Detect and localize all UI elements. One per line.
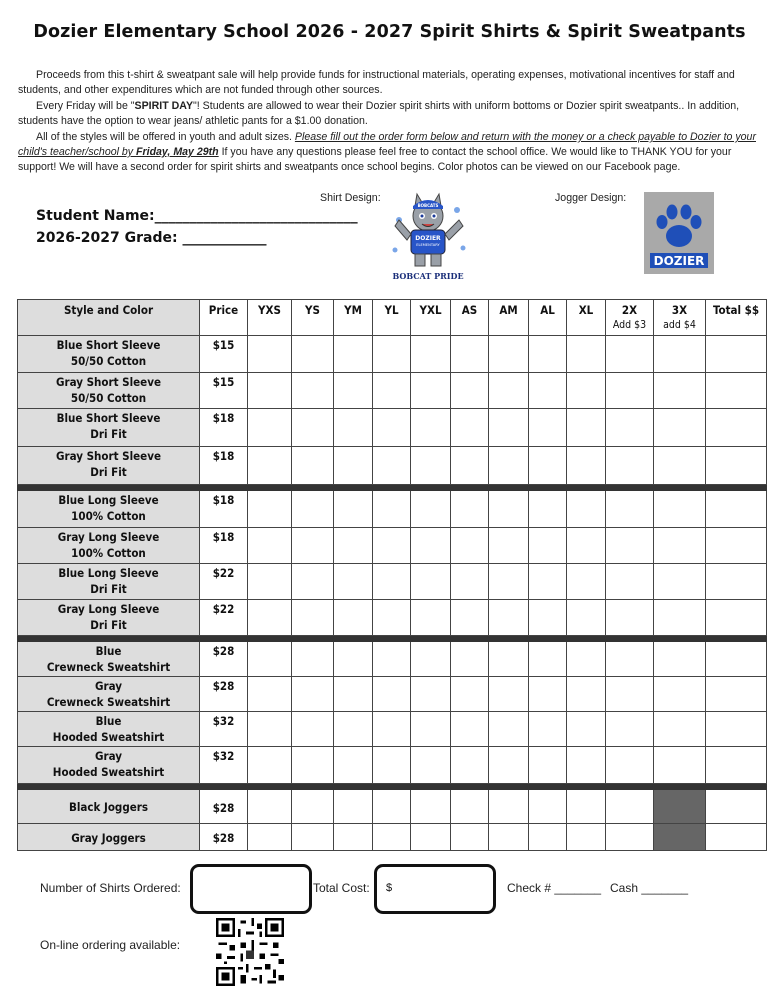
quantity-cell[interactable]	[292, 409, 334, 447]
p3-text-a: All of the styles will be offered in youth and adult sizes.	[36, 131, 295, 143]
total-cell[interactable]	[706, 747, 767, 784]
table-row	[18, 564, 767, 600]
quantity-cell[interactable]	[292, 491, 334, 528]
quantity-cell[interactable]	[654, 491, 706, 528]
quantity-cell[interactable]	[451, 447, 489, 485]
quantity-cell[interactable]	[606, 642, 654, 677]
quantity-cell[interactable]	[373, 600, 411, 636]
style-line-1: Gray Short Sleeve	[56, 449, 161, 463]
quantity-cell[interactable]	[248, 409, 292, 447]
quantity-cell[interactable]	[567, 528, 606, 564]
quantity-cell[interactable]	[373, 824, 411, 851]
table-header-row	[18, 300, 767, 336]
quantity-cell[interactable]	[489, 747, 529, 784]
style-line-1: Gray	[95, 679, 122, 693]
quantity-cell[interactable]	[654, 747, 706, 784]
p2-text-a: Every Friday will be "	[36, 100, 135, 112]
quantity-cell[interactable]	[529, 790, 567, 824]
quantity-cell[interactable]	[529, 824, 567, 851]
style-line-1: Gray Long Sleeve	[57, 530, 160, 544]
2x-header	[606, 300, 654, 336]
quantity-cell[interactable]	[606, 790, 654, 824]
quantity-cell[interactable]	[373, 336, 411, 373]
quantity-cell[interactable]	[451, 600, 489, 636]
quantity-cell[interactable]	[529, 528, 567, 564]
quantity-cell[interactable]	[373, 712, 411, 747]
table-row	[18, 790, 767, 824]
style-line-1: Gray Short Sleeve	[56, 375, 161, 389]
quantity-cell[interactable]	[248, 447, 292, 485]
quantity-cell[interactable]	[248, 642, 292, 677]
style-cell	[18, 677, 200, 712]
price-cell: $18	[200, 409, 248, 447]
total-cell[interactable]	[706, 409, 767, 447]
style-line-2: Crewneck Sweatshirt	[46, 660, 171, 674]
size-header: YL	[373, 300, 411, 336]
quantity-cell[interactable]	[451, 336, 489, 373]
style-line-1: Blue Short Sleeve	[56, 411, 161, 425]
quantity-cell[interactable]	[654, 447, 706, 485]
table-row	[18, 447, 767, 485]
table-row	[18, 528, 767, 564]
jogger-design-image	[644, 192, 714, 274]
style-cell	[18, 747, 200, 784]
quantity-cell[interactable]	[489, 642, 529, 677]
shirt-text-elementary: ELEMENTARY	[416, 243, 440, 247]
style-line-1: Gray Joggers	[71, 830, 146, 845]
price-cell: $18	[200, 491, 248, 528]
page-title: Dozier Elementary School 2026 - 2027 Spirit Shirts & Spirit Sweatpants	[33, 22, 746, 42]
style-line-1: Gray	[95, 749, 122, 763]
style-line-2: 50/50 Cotton	[70, 391, 147, 405]
3x-label: 3X	[671, 303, 688, 317]
quantity-cell[interactable]	[529, 447, 567, 485]
quantity-cell[interactable]	[334, 747, 373, 784]
quantity-cell[interactable]	[489, 373, 529, 409]
quantity-cell[interactable]	[529, 642, 567, 677]
quantity-cell[interactable]	[292, 336, 334, 373]
quantity-cell[interactable]	[411, 790, 451, 824]
total-cell[interactable]	[706, 528, 767, 564]
shirt-design-label: Shirt Design:	[320, 192, 381, 204]
quantity-cell[interactable]	[567, 600, 606, 636]
quantity-cell[interactable]	[451, 528, 489, 564]
quantity-cell[interactable]	[567, 712, 606, 747]
quantity-cell[interactable]	[334, 528, 373, 564]
style-line-2: Dri Fit	[90, 427, 127, 441]
quantity-cell[interactable]	[292, 824, 334, 851]
style-cell	[18, 336, 200, 373]
quantity-cell[interactable]	[248, 712, 292, 747]
quantity-cell[interactable]	[567, 747, 606, 784]
quantity-cell[interactable]	[411, 747, 451, 784]
quantity-cell[interactable]	[334, 600, 373, 636]
quantity-cell[interactable]	[248, 491, 292, 528]
quantity-cell[interactable]	[529, 491, 567, 528]
total-header: Total $$	[706, 300, 767, 336]
quantity-cell[interactable]	[529, 712, 567, 747]
price-cell: $22	[200, 564, 248, 600]
size-header: YM	[334, 300, 373, 336]
quantity-cell[interactable]	[654, 336, 706, 373]
style-cell	[18, 409, 200, 447]
quantity-cell[interactable]	[411, 712, 451, 747]
spirit-day-text: SPIRIT DAY	[134, 100, 194, 112]
style-line-2: Hooded Sweatshirt	[52, 730, 165, 744]
total-cell[interactable]	[706, 824, 767, 851]
jogger-design-label: Jogger Design:	[555, 192, 627, 204]
quantity-cell[interactable]	[451, 642, 489, 677]
2x-surcharge: Add $3	[612, 319, 647, 331]
style-line-2: Hooded Sweatshirt	[52, 765, 165, 779]
quantity-cell[interactable]	[489, 409, 529, 447]
3x-header	[654, 300, 706, 336]
quantity-cell[interactable]	[606, 747, 654, 784]
style-line-1: Blue Long Sleeve	[58, 493, 159, 507]
style-line-2: Dri Fit	[90, 582, 127, 596]
quantity-cell[interactable]	[292, 447, 334, 485]
style-cell	[18, 712, 200, 747]
quantity-cell[interactable]	[334, 336, 373, 373]
quantity-cell[interactable]	[292, 712, 334, 747]
3x-surcharge: add $4	[663, 319, 696, 331]
style-cell	[18, 373, 200, 409]
quantity-cell[interactable]	[654, 642, 706, 677]
style-cell	[18, 790, 200, 824]
shirts-ordered-input[interactable]	[190, 864, 312, 914]
total-cell[interactable]	[706, 491, 767, 528]
style-line-2: Dri Fit	[90, 618, 127, 632]
price-cell: $32	[200, 747, 248, 784]
quantity-cell[interactable]	[567, 336, 606, 373]
style-line-2: Dri Fit	[90, 465, 127, 479]
style-line-1: Blue Short Sleeve	[56, 338, 161, 352]
intro-paragraph-1: Proceeds from this t-shirt & sweatpant sale will help provide funds for instructional materials, operating expenses, motivational incentives for staff and students, and other expenditures which are not funded through other sources.	[18, 69, 735, 96]
size-header: AL	[529, 300, 567, 336]
table-row	[18, 409, 767, 447]
quantity-cell[interactable]	[373, 790, 411, 824]
total-cost-label: Total Cost:	[313, 881, 370, 895]
quantity-cell[interactable]	[451, 747, 489, 784]
quantity-cell[interactable]	[567, 824, 606, 851]
quantity-cell[interactable]	[606, 373, 654, 409]
style-line-1: Blue	[95, 714, 122, 728]
intro-paragraph-2	[18, 99, 770, 129]
quantity-cell[interactable]	[373, 528, 411, 564]
quantity-cell[interactable]	[373, 642, 411, 677]
quantity-cell[interactable]	[654, 712, 706, 747]
quantity-cell[interactable]	[334, 409, 373, 447]
quantity-cell[interactable]	[654, 677, 706, 712]
check-number-field[interactable]: Check # _______	[507, 881, 602, 895]
quantity-cell[interactable]	[248, 528, 292, 564]
size-header: AM	[489, 300, 529, 336]
style-line-2: 50/50 Cotton	[70, 354, 147, 368]
total-cell[interactable]	[706, 336, 767, 373]
quantity-cell[interactable]	[292, 747, 334, 784]
order-table	[17, 299, 767, 851]
quantity-cell[interactable]	[451, 677, 489, 712]
table-row	[18, 642, 767, 677]
quantity-cell[interactable]	[411, 336, 451, 373]
order-instructions: Please fill out the order form below and return with the money or a check payable to Dozier to your child's teacher/school by	[18, 131, 756, 158]
quantity-cell[interactable]	[529, 336, 567, 373]
quantity-cell[interactable]	[292, 790, 334, 824]
style-cell	[18, 600, 200, 636]
bobcat-pride-text: BOBCAT PRIDE	[392, 271, 464, 281]
table-row	[18, 677, 767, 712]
quantity-cell[interactable]	[489, 824, 529, 851]
table-row	[18, 373, 767, 409]
quantity-cell[interactable]	[292, 373, 334, 409]
quantity-cell[interactable]	[248, 336, 292, 373]
price-cell: $18	[200, 447, 248, 485]
quantity-cell[interactable]	[334, 642, 373, 677]
size-header: XL	[567, 300, 606, 336]
quantity-cell[interactable]	[654, 528, 706, 564]
table-row	[18, 600, 767, 636]
quantity-cell[interactable]	[411, 373, 451, 409]
style-cell	[18, 564, 200, 600]
quantity-cell[interactable]	[292, 528, 334, 564]
size-header: YXL	[411, 300, 451, 336]
due-date: Friday, May 29th	[136, 146, 219, 158]
quantity-cell[interactable]	[654, 600, 706, 636]
quantity-cell[interactable]	[334, 491, 373, 528]
quantity-cell[interactable]	[489, 790, 529, 824]
table-row	[18, 491, 767, 528]
quantity-cell[interactable]	[606, 409, 654, 447]
style-cell	[18, 528, 200, 564]
quantity-cell[interactable]	[334, 564, 373, 600]
dollar-sign: $	[386, 882, 393, 894]
quantity-cell[interactable]	[567, 373, 606, 409]
quantity-cell[interactable]	[451, 824, 489, 851]
total-cell[interactable]	[706, 677, 767, 712]
quantity-cell[interactable]	[411, 677, 451, 712]
quantity-cell[interactable]	[334, 824, 373, 851]
quantity-cell[interactable]	[248, 824, 292, 851]
intro-paragraph-3	[18, 130, 770, 175]
quantity-cell[interactable]	[334, 677, 373, 712]
quantity-cell[interactable]	[411, 600, 451, 636]
quantity-cell[interactable]	[489, 677, 529, 712]
style-line-1: Black Joggers	[68, 800, 149, 814]
qr-code-icon[interactable]	[216, 918, 284, 986]
quantity-cell[interactable]	[654, 373, 706, 409]
style-line-1: Gray Long Sleeve	[57, 602, 160, 616]
quantity-cell[interactable]	[567, 409, 606, 447]
shirt-text-dozier: DOZIER	[415, 235, 441, 242]
size-header: YXS	[248, 300, 292, 336]
quantity-cell[interactable]	[373, 447, 411, 485]
quantity-cell[interactable]	[334, 373, 373, 409]
quantity-cell[interactable]	[248, 747, 292, 784]
quantity-cell[interactable]	[411, 642, 451, 677]
quantity-cell[interactable]	[411, 824, 451, 851]
quantity-cell[interactable]	[654, 564, 706, 600]
quantity-cell[interactable]	[451, 373, 489, 409]
price-cell: $32	[200, 712, 248, 747]
style-cell	[18, 642, 200, 677]
style-line-1: Blue Long Sleeve	[58, 566, 159, 580]
quantity-cell[interactable]	[606, 677, 654, 712]
size-header: YS	[292, 300, 334, 336]
unavailable-cell	[654, 824, 706, 851]
quantity-cell[interactable]	[334, 447, 373, 485]
quantity-cell[interactable]	[567, 677, 606, 712]
quantity-cell[interactable]	[248, 564, 292, 600]
style-line-1: Blue	[95, 644, 122, 658]
total-cell[interactable]	[706, 373, 767, 409]
table-row	[18, 747, 767, 784]
quantity-cell[interactable]	[334, 790, 373, 824]
quantity-cell[interactable]	[292, 600, 334, 636]
p3-text-d: If you have any questions please feel free to contact the school office. We would like to THANK YOU for your support! We will have a second order for spirit shirts and sweatpants once school begins. Color photos can be viewed on our Facebook page.	[18, 146, 732, 173]
table-row	[18, 712, 767, 747]
quantity-cell[interactable]	[411, 564, 451, 600]
quantity-cell[interactable]	[489, 336, 529, 373]
cap-text: BOBCATS	[417, 203, 439, 208]
bobcat-shirt-design-image	[385, 190, 471, 284]
unavailable-cell	[654, 790, 706, 824]
quantity-cell[interactable]	[373, 409, 411, 447]
grade-field[interactable]: 2026-2027 Grade: ____________	[36, 230, 267, 246]
price-cell: $28	[200, 790, 248, 824]
quantity-cell[interactable]	[529, 409, 567, 447]
quantity-cell[interactable]	[411, 491, 451, 528]
quantity-cell[interactable]	[373, 677, 411, 712]
quantity-cell[interactable]	[606, 564, 654, 600]
style-cell	[18, 491, 200, 528]
quantity-cell[interactable]	[248, 600, 292, 636]
cash-field[interactable]: Cash _______	[610, 881, 689, 895]
style-cell	[18, 824, 200, 851]
price-cell: $28	[200, 824, 248, 851]
total-cell[interactable]	[706, 600, 767, 636]
quantity-cell[interactable]	[248, 677, 292, 712]
quantity-cell[interactable]	[373, 564, 411, 600]
price-cell: $18	[200, 528, 248, 564]
quantity-cell[interactable]	[248, 373, 292, 409]
quantity-cell[interactable]	[606, 824, 654, 851]
quantity-cell[interactable]	[489, 712, 529, 747]
quantity-cell[interactable]	[451, 564, 489, 600]
price-header: Price	[200, 300, 248, 336]
total-cell[interactable]	[706, 790, 767, 824]
size-header: AS	[451, 300, 489, 336]
quantity-cell[interactable]	[411, 447, 451, 485]
style-cell	[18, 447, 200, 485]
quantity-cell[interactable]	[489, 491, 529, 528]
quantity-cell[interactable]	[529, 677, 567, 712]
total-cell[interactable]	[706, 712, 767, 747]
quantity-cell[interactable]	[489, 447, 529, 485]
jogger-dozier-text: DOZIER	[653, 254, 705, 268]
quantity-cell[interactable]	[529, 747, 567, 784]
quantity-cell[interactable]	[606, 491, 654, 528]
quantity-cell[interactable]	[489, 564, 529, 600]
price-cell: $15	[200, 373, 248, 409]
p2-text-c: "! Students are allowed to wear their Dozier spirit shirts with uniform bottoms or Dozier spirit sweatpants.. In addition, students have the option to wear jeans/ athletic pants for a $1.00 donation.	[18, 100, 740, 127]
quantity-cell[interactable]	[411, 528, 451, 564]
quantity-cell[interactable]	[606, 336, 654, 373]
style-line-2: Crewneck Sweatshirt	[46, 695, 171, 709]
quantity-cell[interactable]	[292, 564, 334, 600]
quantity-cell[interactable]	[529, 564, 567, 600]
quantity-cell[interactable]	[567, 790, 606, 824]
style-header: Style and Color	[18, 300, 200, 336]
quantity-cell[interactable]	[451, 409, 489, 447]
quantity-cell[interactable]	[411, 409, 451, 447]
table-row	[18, 824, 767, 851]
quantity-cell[interactable]	[292, 677, 334, 712]
quantity-cell[interactable]	[606, 712, 654, 747]
price-cell: $28	[200, 642, 248, 677]
online-ordering-label: On-line ordering available:	[40, 938, 181, 952]
total-cell[interactable]	[706, 642, 767, 677]
quantity-cell[interactable]	[451, 491, 489, 528]
quantity-cell[interactable]	[373, 491, 411, 528]
quantity-cell[interactable]	[373, 747, 411, 784]
quantity-cell[interactable]	[654, 409, 706, 447]
shirts-ordered-label: Number of Shirts Ordered:	[40, 881, 181, 895]
2x-label: 2X	[621, 303, 638, 317]
quantity-cell[interactable]	[489, 528, 529, 564]
quantity-cell[interactable]	[606, 447, 654, 485]
total-cell[interactable]	[706, 564, 767, 600]
quantity-cell[interactable]	[567, 491, 606, 528]
quantity-cell[interactable]	[606, 600, 654, 636]
quantity-cell[interactable]	[567, 642, 606, 677]
table-row	[18, 336, 767, 373]
quantity-cell[interactable]	[567, 564, 606, 600]
quantity-cell[interactable]	[606, 528, 654, 564]
price-cell: $15	[200, 336, 248, 373]
quantity-cell[interactable]	[334, 712, 373, 747]
quantity-cell[interactable]	[529, 600, 567, 636]
style-line-2: 100% Cotton	[71, 546, 146, 560]
price-cell: $22	[200, 600, 248, 636]
total-cost-input[interactable]	[374, 864, 496, 914]
style-line-2: 100% Cotton	[71, 509, 146, 523]
quantity-cell[interactable]	[451, 790, 489, 824]
quantity-cell[interactable]	[529, 373, 567, 409]
quantity-cell[interactable]	[451, 712, 489, 747]
quantity-cell[interactable]	[567, 447, 606, 485]
quantity-cell[interactable]	[489, 600, 529, 636]
price-cell: $28	[200, 677, 248, 712]
student-name-field[interactable]: Student Name:_____________________________	[36, 208, 358, 224]
quantity-cell[interactable]	[248, 790, 292, 824]
quantity-cell[interactable]	[292, 642, 334, 677]
total-cell[interactable]	[706, 447, 767, 485]
quantity-cell[interactable]	[373, 373, 411, 409]
